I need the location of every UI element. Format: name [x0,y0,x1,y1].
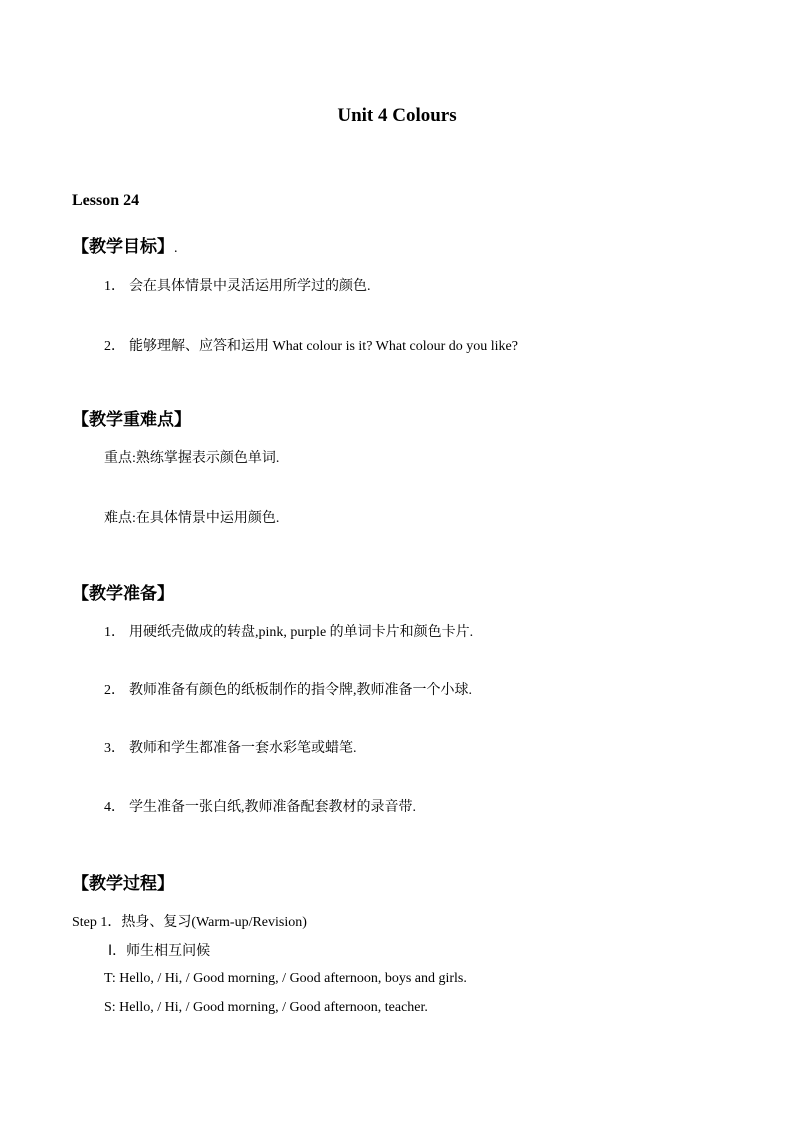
process-step-1: Step 1．热身、复习(Warm-up/Revision) [72,915,307,930]
preparation-heading: 【教学准备】 [72,584,174,604]
process-sub-1: Ⅰ．师生相互问候 [108,944,211,959]
preparation-item-text: 教师和学生都准备一套水彩笔或蜡笔. [129,741,357,756]
preparation-item-number: 3． [104,741,125,756]
preparation-item-text: 用硬纸壳做成的转盘,pink, purple 的单词卡片和颜色卡片. [129,625,474,640]
goals-heading [72,232,178,257]
goals-heading-text: 【教学目标】 [72,237,174,257]
lesson-label: Lesson 24 [72,192,140,209]
key-points-heading: 【教学重难点】 [72,410,191,430]
process-heading: 【教学过程】 [72,874,174,894]
preparation-item-text: 教师准备有颜色的纸板制作的指令牌,教师准备一个小球. [129,683,472,698]
goals-item [104,335,518,355]
goals-heading-trail: . [174,241,178,256]
goals-item-number: 1． [104,279,125,294]
goals-item-number: 2． [104,339,125,354]
preparation-item-number: 2． [104,683,125,698]
goals-item-text: 会在具体情景中灵活运用所学过的颜色. [129,279,371,294]
preparation-item [104,737,357,757]
goals-item [104,275,371,295]
preparation-item-text: 学生准备一张白纸,教师准备配套教材的录音带. [129,800,416,815]
key-point-item: 重点:熟练掌握表示颜色单词. [104,451,280,466]
student-line: S: Hello, / Hi, / Good morning, / Good afternoon, teacher. [104,1000,428,1015]
document-title: Unit 4 Colours [337,105,457,126]
preparation-item [104,796,416,816]
preparation-item [104,679,472,699]
preparation-item-number: 1． [104,625,125,640]
preparation-item [104,621,473,641]
goals-item-text: 能够理解、应答和运用 What colour is it? What colour do you like? [129,339,518,354]
teacher-line: T: Hello, / Hi, / Good morning, / Good afternoon, boys and girls. [104,971,467,986]
key-point-item: 难点:在具体情景中运用颜色. [104,511,280,526]
preparation-item-number: 4． [104,800,125,815]
